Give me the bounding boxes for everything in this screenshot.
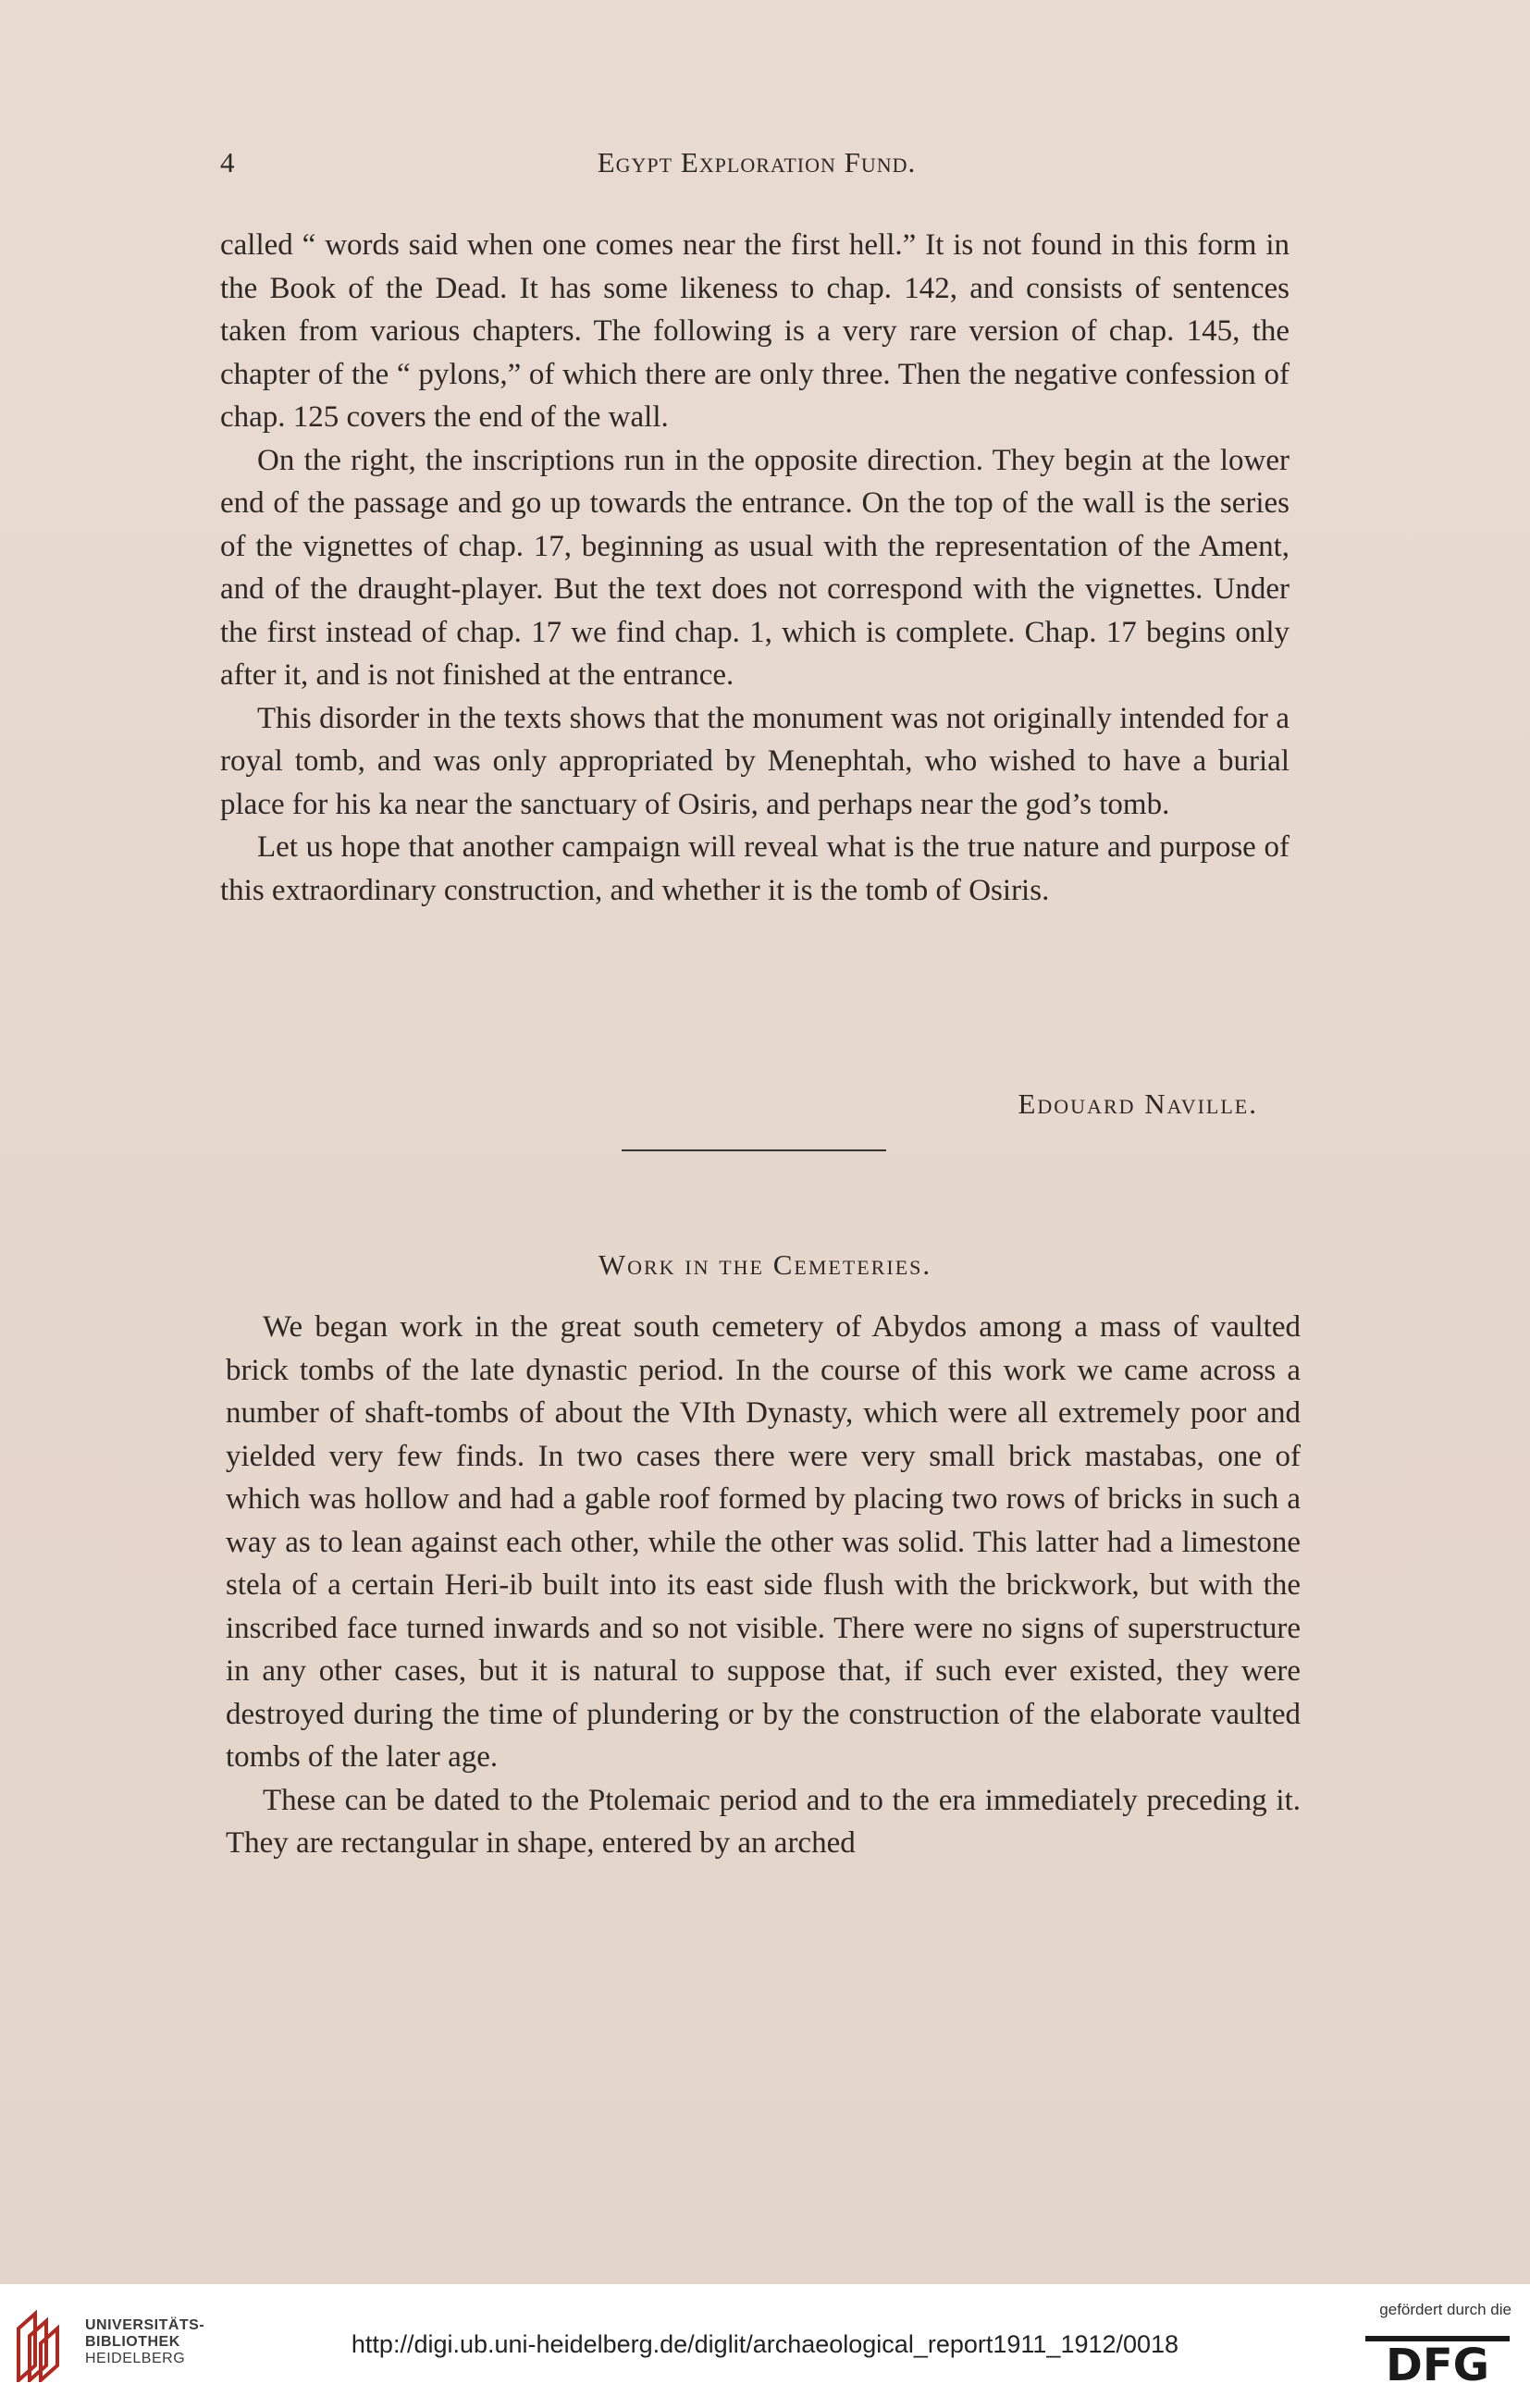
author-signature: Edouard Naville. xyxy=(1018,1087,1258,1120)
library-name-line: UNIVERSITÄTS- xyxy=(85,2317,205,2333)
funding-label: gefördert durch die xyxy=(1379,2301,1511,2318)
article-two-body xyxy=(226,1306,1301,1865)
journal-title: Egypt Exploration Fund. xyxy=(597,146,917,178)
dfg-logo-icon xyxy=(1365,2327,1510,2384)
library-name-line: HEIDELBERG xyxy=(85,2351,186,2366)
library-name-line: BIBLIOTHEK xyxy=(85,2334,180,2350)
page-number: 4 xyxy=(220,146,236,178)
viewer-footer xyxy=(0,2284,1530,2408)
article-one-body xyxy=(220,224,1289,912)
paragraph: Let us hope that another campaign will reveal what is the true nature and purpose of this extraordinary construction, and whether it is the tomb of Osiris. xyxy=(220,830,1289,907)
dfg-logo-text: DFG xyxy=(1385,2340,1490,2384)
section-divider xyxy=(622,1149,886,1151)
paragraph: called “ words said when one comes near the first hell.” It is not found in this form in the Book of the Dead. It has some likeness to chap. 142, and consists of sentences taken from various chapters. The following is a very rare version of chap. 145, the chapter of the “ pylons,” of which there are only three. Then the negative confession of chap. 125 covers the end of the wall. xyxy=(220,228,1289,434)
paragraph: This disorder in the texts shows that the monument was not originally intended for a royal tomb, and was only appropriated by Menephtah, who wished to have a burial place for his ka near the sanctuary of Osiris, and perhaps near the god’s tomb. xyxy=(220,701,1289,821)
paragraph: On the right, the inscriptions run in the opposite direction. They begin at the lower end of the passage and go up towards the entrance. On the top of the wall is the series of the vignettes of chap. 17, beginning as usual with the representation of the Ament, and of the draught-player. But the text does not correspond with the vignettes. Under the first instead of chap. 17 we find chap. 1, which is complete. Chap. 17 begins only after it, and is not finished at the entrance. xyxy=(220,443,1289,692)
running-head xyxy=(220,146,1293,187)
permalink-url[interactable]: http://digi.ub.uni-heidelberg.de/diglit/archaeological_report1911_1912/0018 xyxy=(351,2330,1179,2358)
section-heading: Work in the Cemeteries. xyxy=(598,1248,932,1281)
paragraph: We began work in the great south cemetery of Abydos among a mass of vaulted brick tombs of the late dynastic period. In the course of this work we came across a number of shaft-tombs of about the VIth Dynasty, which were all extremely poor and yielded very few finds. In two cases there were very small brick mastabas, one of which was hollow and had a gable roof formed by placing two rows of bricks in such a way as to lean against each other, while the other was solid. This latter had a limestone stela of a certain Heri-ib built into its east side flush with the brickwork, but with the inscribed face turned inwards and so not visible. There were no signs of superstructure in any other cases, but it is natural to suppose that, if such ever existed, they were destroyed during the time of plundering or by the construction of the elaborate vaulted tombs of the later age. xyxy=(226,1310,1301,1774)
paragraph: These can be dated to the Ptolemaic period and to the era immediately preceding it. They are rectangular in shape, entered by an arched xyxy=(226,1783,1301,1860)
